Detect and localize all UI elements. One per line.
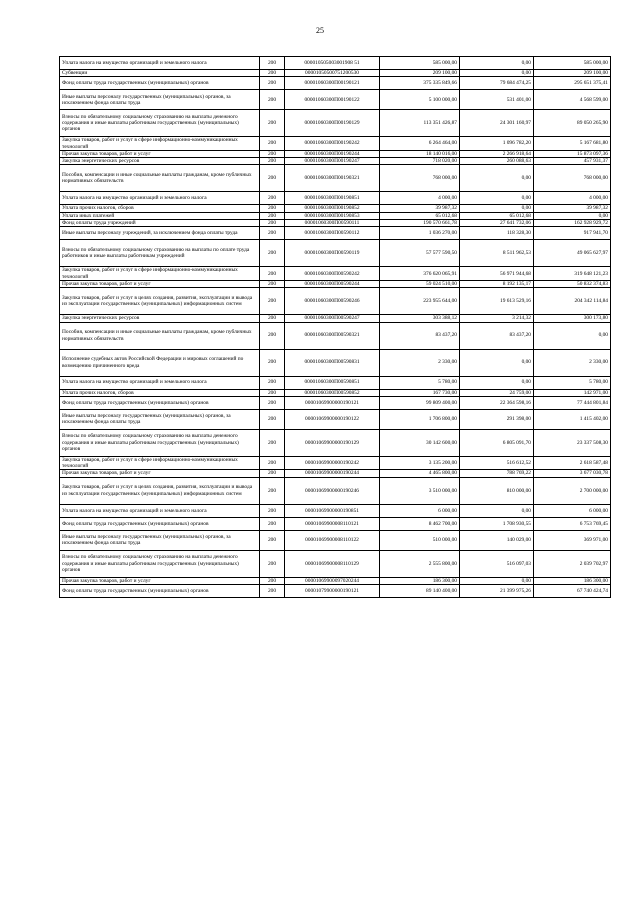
row-classification-code-cell: 00001060300П00190244 (285, 150, 380, 157)
row-executed-amount-cell: 8 192 135,17 (460, 280, 534, 287)
row-classification-code-cell: 000010505003001908 51 (285, 57, 380, 70)
row-executed-amount-cell: 6 805 091,70 (460, 429, 534, 456)
row-remaining-amount-cell: 2 618 587,48 (534, 456, 611, 470)
row-classification-code-cell: 00001060300П00590852 (285, 389, 380, 396)
row-approved-amount-cell: 375 335 849,66 (380, 77, 460, 90)
row-executed-amount-cell: 516 612,52 (460, 456, 534, 470)
row-approved-amount-cell: 510 000,00 (380, 530, 460, 550)
row-remaining-amount-cell: 2 039 702,97 (534, 550, 611, 577)
row-name-cell: Фонд оплаты труда государственных (муниципальных) органов (60, 517, 260, 530)
row-executed-amount-cell: 19 613 529,16 (460, 288, 534, 315)
row-executed-amount-cell: 810 000,00 (460, 477, 534, 504)
row-section-code-cell: 200 (260, 517, 285, 530)
table-body (60, 57, 611, 598)
row-name-cell: Закупка энергетических ресурсов (60, 158, 260, 165)
row-approved-amount-cell: 768 000,00 (380, 165, 460, 192)
row-classification-code-cell: 00001050500751200530 (285, 70, 380, 77)
row-name-cell: Закупка товаров, работ и услуг в сфере информационно-коммуникационных технологий (60, 267, 260, 281)
row-approved-amount-cell: 4 000,00 (380, 192, 460, 205)
table-row (60, 205, 611, 212)
table-row (60, 504, 611, 517)
row-section-code-cell: 200 (260, 477, 285, 504)
row-name-cell: Закупка товаров, работ и услуг в сфере информационно-коммуникационных технологий (60, 137, 260, 151)
table-row (60, 376, 611, 389)
row-remaining-amount-cell: 6 753 769,45 (534, 517, 611, 530)
row-classification-code-cell: 00001069900008110129 (285, 550, 380, 577)
row-approved-amount-cell: 2 330,00 (380, 349, 460, 376)
row-classification-code-cell: 00001060300П00190321 (285, 165, 380, 192)
row-remaining-amount-cell: 0,00 (534, 212, 611, 219)
row-name-cell: Иные выплаты персоналу учреждений, за исключением фонда оплаты труда (60, 227, 260, 240)
table-row (60, 110, 611, 137)
row-executed-amount-cell: 56 971 944,68 (460, 267, 534, 281)
row-approved-amount-cell: 209 100,00 (380, 70, 460, 77)
page-number: 25 (316, 26, 324, 35)
table-row (60, 470, 611, 477)
row-approved-amount-cell: 18 140 016,00 (380, 150, 460, 157)
row-section-code-cell: 200 (260, 585, 285, 598)
row-name-cell: Взносы по обязательному социальному страхованию на выплаты по оплате труда работников и иные выплаты работникам учреждений (60, 240, 260, 267)
row-name-cell: Взносы по обязательному социальному страхованию на выплаты денежного содержания и иные выплаты работникам государственных (муниципальных) органов (60, 429, 260, 456)
table-row (60, 220, 611, 227)
table-row (60, 90, 611, 110)
row-executed-amount-cell: 8 511 962,53 (460, 240, 534, 267)
row-executed-amount-cell: 24 301 160,97 (460, 110, 534, 137)
row-section-code-cell: 200 (260, 267, 285, 281)
row-executed-amount-cell: 24 759,00 (460, 389, 534, 396)
row-section-code-cell: 200 (260, 137, 285, 151)
row-name-cell: Закупка товаров, работ и услуг в целях создания, развития, эксплуатации и вывода из эксплуатации государственных (муниципальных) информационных систем (60, 288, 260, 315)
row-remaining-amount-cell: 49 065 627,97 (534, 240, 611, 267)
row-approved-amount-cell: 6 000,00 (380, 504, 460, 517)
row-remaining-amount-cell: 457 931,37 (534, 158, 611, 165)
row-name-cell: Прочая закупка товаров, работ и услуг (60, 577, 260, 584)
row-classification-code-cell: 00001069900008110122 (285, 530, 380, 550)
row-classification-code-cell: 00001060300П00190242 (285, 137, 380, 151)
row-section-code-cell: 200 (260, 577, 285, 584)
row-classification-code-cell: 00001079900000190121 (285, 585, 380, 598)
row-section-code-cell: 200 (260, 288, 285, 315)
row-executed-amount-cell: 0,00 (460, 577, 534, 584)
row-approved-amount-cell: 3 135 200,00 (380, 456, 460, 470)
row-remaining-amount-cell: 50 832 374,83 (534, 280, 611, 287)
row-approved-amount-cell: 5 100 000,00 (380, 90, 460, 110)
row-classification-code-cell: 00001060300П00190851 (285, 192, 380, 205)
row-executed-amount-cell: 291 398,00 (460, 409, 534, 429)
row-section-code-cell: 200 (260, 158, 285, 165)
row-name-cell: Субвенции (60, 70, 260, 77)
row-name-cell: Фонд оплаты труда учреждений (60, 220, 260, 227)
row-remaining-amount-cell: 204 342 114,84 (534, 288, 611, 315)
row-name-cell: Уплата налога на имущество организаций и земельного налога (60, 192, 260, 205)
row-section-code-cell: 200 (260, 504, 285, 517)
row-section-code-cell: 200 (260, 349, 285, 376)
row-section-code-cell: 200 (260, 376, 285, 389)
row-approved-amount-cell: 190 570 661,78 (380, 220, 460, 227)
table-row (60, 389, 611, 396)
row-classification-code-cell: 00001069900000190246 (285, 477, 380, 504)
row-classification-code-cell: 00001060300П00190121 (285, 77, 380, 90)
row-classification-code-cell: 00001069900000190129 (285, 429, 380, 456)
row-executed-amount-cell: 0,00 (460, 192, 534, 205)
table-row (60, 349, 611, 376)
row-section-code-cell: 200 (260, 220, 285, 227)
row-remaining-amount-cell: 917 941,70 (534, 227, 611, 240)
table-row (60, 429, 611, 456)
row-section-code-cell: 200 (260, 205, 285, 212)
row-executed-amount-cell: 21 399 975,26 (460, 585, 534, 598)
row-section-code-cell: 200 (260, 409, 285, 429)
row-section-code-cell: 200 (260, 550, 285, 577)
row-executed-amount-cell: 3 214,32 (460, 315, 534, 322)
row-approved-amount-cell: 5 780,00 (380, 376, 460, 389)
row-classification-code-cell: 00001060300П00590244 (285, 280, 380, 287)
row-remaining-amount-cell: 67 740 424,74 (534, 585, 611, 598)
row-approved-amount-cell: 376 620 065,91 (380, 267, 460, 281)
row-name-cell: Уплата налога на имущество организаций и земельного налога (60, 504, 260, 517)
row-executed-amount-cell: 79 684 474,25 (460, 77, 534, 90)
table-row (60, 227, 611, 240)
row-classification-code-cell: 00001069900000190851 (285, 504, 380, 517)
table-row (60, 212, 611, 219)
row-name-cell: Пособия, компенсации и иные социальные выплаты гражданам, кроме публичных нормативных обязательств (60, 165, 260, 192)
row-approved-amount-cell: 4 465 800,00 (380, 470, 460, 477)
row-section-code-cell: 200 (260, 389, 285, 396)
row-name-cell: Уплата прочих налогов, сборов (60, 205, 260, 212)
table-row (60, 530, 611, 550)
row-approved-amount-cell: 6 264 464,00 (380, 137, 460, 151)
row-name-cell: Закупка товаров, работ и услуг в сфере информационно-коммуникационных технологий (60, 456, 260, 470)
row-approved-amount-cell: 89 140 400,00 (380, 585, 460, 598)
row-classification-code-cell: 00001069900000190244 (285, 470, 380, 477)
row-classification-code-cell: 00001060300П00190853 (285, 212, 380, 219)
table-row (60, 322, 611, 349)
row-remaining-amount-cell: 300 173,80 (534, 315, 611, 322)
table-row (60, 550, 611, 577)
table-row (60, 70, 611, 77)
row-approved-amount-cell: 1 706 800,00 (380, 409, 460, 429)
row-name-cell: Взносы по обязательному социальному страхованию на выплаты денежного содержания и иные выплаты работникам государственных (муниципальных) органов (60, 550, 260, 577)
row-executed-amount-cell: 0,00 (460, 349, 534, 376)
row-name-cell: Закупка энергетических ресурсов (60, 315, 260, 322)
row-remaining-amount-cell: 319 648 121,23 (534, 267, 611, 281)
row-section-code-cell: 200 (260, 165, 285, 192)
row-name-cell: Исполнение судебных актов Российской Федерации и мировых соглашений по возмещению причиненного вреда (60, 349, 260, 376)
row-section-code-cell: 200 (260, 212, 285, 219)
row-classification-code-cell: 00001060300П00590246 (285, 288, 380, 315)
table-row (60, 77, 611, 90)
row-classification-code-cell: 00001069900000190122 (285, 409, 380, 429)
row-remaining-amount-cell: 23 337 508,30 (534, 429, 611, 456)
table-row (60, 267, 611, 281)
row-executed-amount-cell: 65 012,68 (460, 212, 534, 219)
row-executed-amount-cell: 0,00 (460, 376, 534, 389)
row-classification-code-cell: 00001069900097020244 (285, 577, 380, 584)
row-classification-code-cell: 00001060300П00190852 (285, 205, 380, 212)
row-classification-code-cell: 00001069900000190242 (285, 456, 380, 470)
row-remaining-amount-cell: 186 300,00 (534, 577, 611, 584)
row-classification-code-cell: 00001069900000190121 (285, 396, 380, 409)
row-remaining-amount-cell: 142 971,00 (534, 389, 611, 396)
row-executed-amount-cell: 0,00 (460, 504, 534, 517)
row-approved-amount-cell: 585 000,00 (380, 57, 460, 70)
row-name-cell: Взносы по обязательному социальному страхованию на выплаты денежного содержания и иные выплаты работникам государственных (муниципальных) органов (60, 110, 260, 137)
row-section-code-cell: 200 (260, 456, 285, 470)
table-row (60, 165, 611, 192)
row-executed-amount-cell: 2 266 918,64 (460, 150, 534, 157)
row-classification-code-cell: 00001060300П00590112 (285, 227, 380, 240)
row-section-code-cell: 200 (260, 315, 285, 322)
table-row (60, 280, 611, 287)
row-executed-amount-cell: 27 641 732,06 (460, 220, 534, 227)
table-row (60, 409, 611, 429)
row-approved-amount-cell: 3 510 000,00 (380, 477, 460, 504)
row-remaining-amount-cell: 6 000,00 (534, 504, 611, 517)
row-executed-amount-cell: 0,00 (460, 205, 534, 212)
row-name-cell: Иные выплаты персоналу государственных (муниципальных) органов, за исключением фонда оплаты труда (60, 90, 260, 110)
row-approved-amount-cell: 99 809 400,00 (380, 396, 460, 409)
row-name-cell: Прочая закупка товаров, работ и услуг (60, 470, 260, 477)
row-name-cell: Фонд оплаты труда государственных (муниципальных) органов (60, 77, 260, 90)
row-executed-amount-cell: 0,00 (460, 70, 534, 77)
row-remaining-amount-cell: 2 330,00 (534, 349, 611, 376)
row-remaining-amount-cell: 768 000,00 (534, 165, 611, 192)
table-row (60, 517, 611, 530)
row-classification-code-cell: 00001060300П00590247 (285, 315, 380, 322)
row-name-cell: Иные выплаты персоналу государственных (муниципальных) органов, за исключением фонда оплаты труда (60, 409, 260, 429)
table-row (60, 585, 611, 598)
row-executed-amount-cell: 118 328,30 (460, 227, 534, 240)
row-executed-amount-cell: 260 088,63 (460, 158, 534, 165)
row-remaining-amount-cell: 39 987,32 (534, 205, 611, 212)
budget-execution-table (59, 56, 611, 598)
row-executed-amount-cell: 22 364 598,16 (460, 396, 534, 409)
row-executed-amount-cell: 140 029,00 (460, 530, 534, 550)
row-approved-amount-cell: 59 024 510,00 (380, 280, 460, 287)
row-approved-amount-cell: 65 012,68 (380, 212, 460, 219)
row-executed-amount-cell: 788 769,22 (460, 470, 534, 477)
row-executed-amount-cell: 1 096 782,20 (460, 137, 534, 151)
row-section-code-cell: 200 (260, 470, 285, 477)
row-remaining-amount-cell: 2 700 000,00 (534, 477, 611, 504)
row-approved-amount-cell: 39 987,32 (380, 205, 460, 212)
row-remaining-amount-cell: 585 000,00 (534, 57, 611, 70)
row-classification-code-cell: 00001060300П00590119 (285, 240, 380, 267)
row-remaining-amount-cell: 15 873 097,36 (534, 150, 611, 157)
row-section-code-cell: 200 (260, 396, 285, 409)
row-remaining-amount-cell: 4 000,00 (534, 192, 611, 205)
row-section-code-cell: 200 (260, 280, 285, 287)
row-approved-amount-cell: 223 955 644,00 (380, 288, 460, 315)
row-classification-code-cell: 00001060300П00590831 (285, 349, 380, 376)
table-row (60, 150, 611, 157)
row-executed-amount-cell: 0,00 (460, 57, 534, 70)
row-name-cell: Прочая закупка товаров, работ и услуг (60, 150, 260, 157)
table-row (60, 315, 611, 322)
row-section-code-cell: 200 (260, 90, 285, 110)
row-approved-amount-cell: 2 555 800,00 (380, 550, 460, 577)
row-approved-amount-cell: 718 020,00 (380, 158, 460, 165)
row-remaining-amount-cell: 369 971,00 (534, 530, 611, 550)
row-classification-code-cell: 00001060300П00190247 (285, 158, 380, 165)
row-name-cell: Уплата налога на имущество организаций и земельного налога (60, 57, 260, 70)
row-name-cell: Прочая закупка товаров, работ и услуг (60, 280, 260, 287)
row-section-code-cell: 200 (260, 70, 285, 77)
row-name-cell: Уплата налога на имущество организаций и земельного налога (60, 376, 260, 389)
table-row (60, 456, 611, 470)
row-approved-amount-cell: 8 462 700,00 (380, 517, 460, 530)
row-remaining-amount-cell: 0,00 (534, 322, 611, 349)
row-section-code-cell: 200 (260, 429, 285, 456)
table-row (60, 158, 611, 165)
row-executed-amount-cell: 83 437,20 (460, 322, 534, 349)
row-classification-code-cell: 00001060300П00590321 (285, 322, 380, 349)
row-name-cell: Иные выплаты персоналу государственных (муниципальных) органов, за исключением фонда оплаты труда (60, 530, 260, 550)
row-remaining-amount-cell: 77 444 801,84 (534, 396, 611, 409)
row-approved-amount-cell: 83 437,20 (380, 322, 460, 349)
table-row (60, 288, 611, 315)
row-name-cell: Пособия, компенсации и иные социальные выплаты гражданам, кроме публичных нормативных обязательств (60, 322, 260, 349)
row-remaining-amount-cell: 5 780,00 (534, 376, 611, 389)
table-row (60, 477, 611, 504)
row-classification-code-cell: 00001060300П00590111 (285, 220, 380, 227)
row-executed-amount-cell: 1 708 930,55 (460, 517, 534, 530)
row-executed-amount-cell: 531 401,00 (460, 90, 534, 110)
table-row (60, 192, 611, 205)
row-remaining-amount-cell: 1 415 402,00 (534, 409, 611, 429)
row-name-cell: Закупка товаров, работ и услуг в целях создания, развития, эксплуатации и вывода из эксплуатации государственных (муниципальных) информационных систем (60, 477, 260, 504)
row-name-cell: Фонд оплаты труда государственных (муниципальных) органов (60, 585, 260, 598)
row-section-code-cell: 200 (260, 530, 285, 550)
row-classification-code-cell: 00001060300П00190129 (285, 110, 380, 137)
row-name-cell: Фонд оплаты труда государственных (муниципальных) органов (60, 396, 260, 409)
row-name-cell: Уплата прочих налогов, сборов (60, 389, 260, 396)
row-classification-code-cell: 00001060300П00190122 (285, 90, 380, 110)
row-approved-amount-cell: 303 388,12 (380, 315, 460, 322)
row-approved-amount-cell: 30 142 600,00 (380, 429, 460, 456)
row-classification-code-cell: 00001069900008110121 (285, 517, 380, 530)
row-executed-amount-cell: 516 097,03 (460, 550, 534, 577)
row-executed-amount-cell: 0,00 (460, 165, 534, 192)
table-row (60, 396, 611, 409)
row-approved-amount-cell: 1 036 270,00 (380, 227, 460, 240)
row-approved-amount-cell: 186 300,00 (380, 577, 460, 584)
row-section-code-cell: 200 (260, 77, 285, 90)
row-section-code-cell: 200 (260, 110, 285, 137)
table-row (60, 577, 611, 584)
table-row (60, 137, 611, 151)
row-approved-amount-cell: 57 577 590,50 (380, 240, 460, 267)
row-section-code-cell: 200 (260, 57, 285, 70)
row-name-cell: Уплата иных платежей (60, 212, 260, 219)
row-remaining-amount-cell: 162 928 929,72 (534, 220, 611, 227)
row-section-code-cell: 200 (260, 322, 285, 349)
row-section-code-cell: 200 (260, 150, 285, 157)
table-row (60, 240, 611, 267)
row-approved-amount-cell: 167 730,00 (380, 389, 460, 396)
row-remaining-amount-cell: 89 050 265,90 (534, 110, 611, 137)
row-remaining-amount-cell: 3 677 030,78 (534, 470, 611, 477)
row-remaining-amount-cell: 209 100,00 (534, 70, 611, 77)
table-row (60, 57, 611, 70)
row-approved-amount-cell: 113 351 426,87 (380, 110, 460, 137)
row-remaining-amount-cell: 4 568 599,00 (534, 90, 611, 110)
row-remaining-amount-cell: 295 651 375,41 (534, 77, 611, 90)
row-classification-code-cell: 00001060300П00590242 (285, 267, 380, 281)
row-remaining-amount-cell: 5 167 681,80 (534, 137, 611, 151)
row-classification-code-cell: 00001060300П00590851 (285, 376, 380, 389)
row-section-code-cell: 200 (260, 227, 285, 240)
row-section-code-cell: 200 (260, 192, 285, 205)
row-section-code-cell: 200 (260, 240, 285, 267)
